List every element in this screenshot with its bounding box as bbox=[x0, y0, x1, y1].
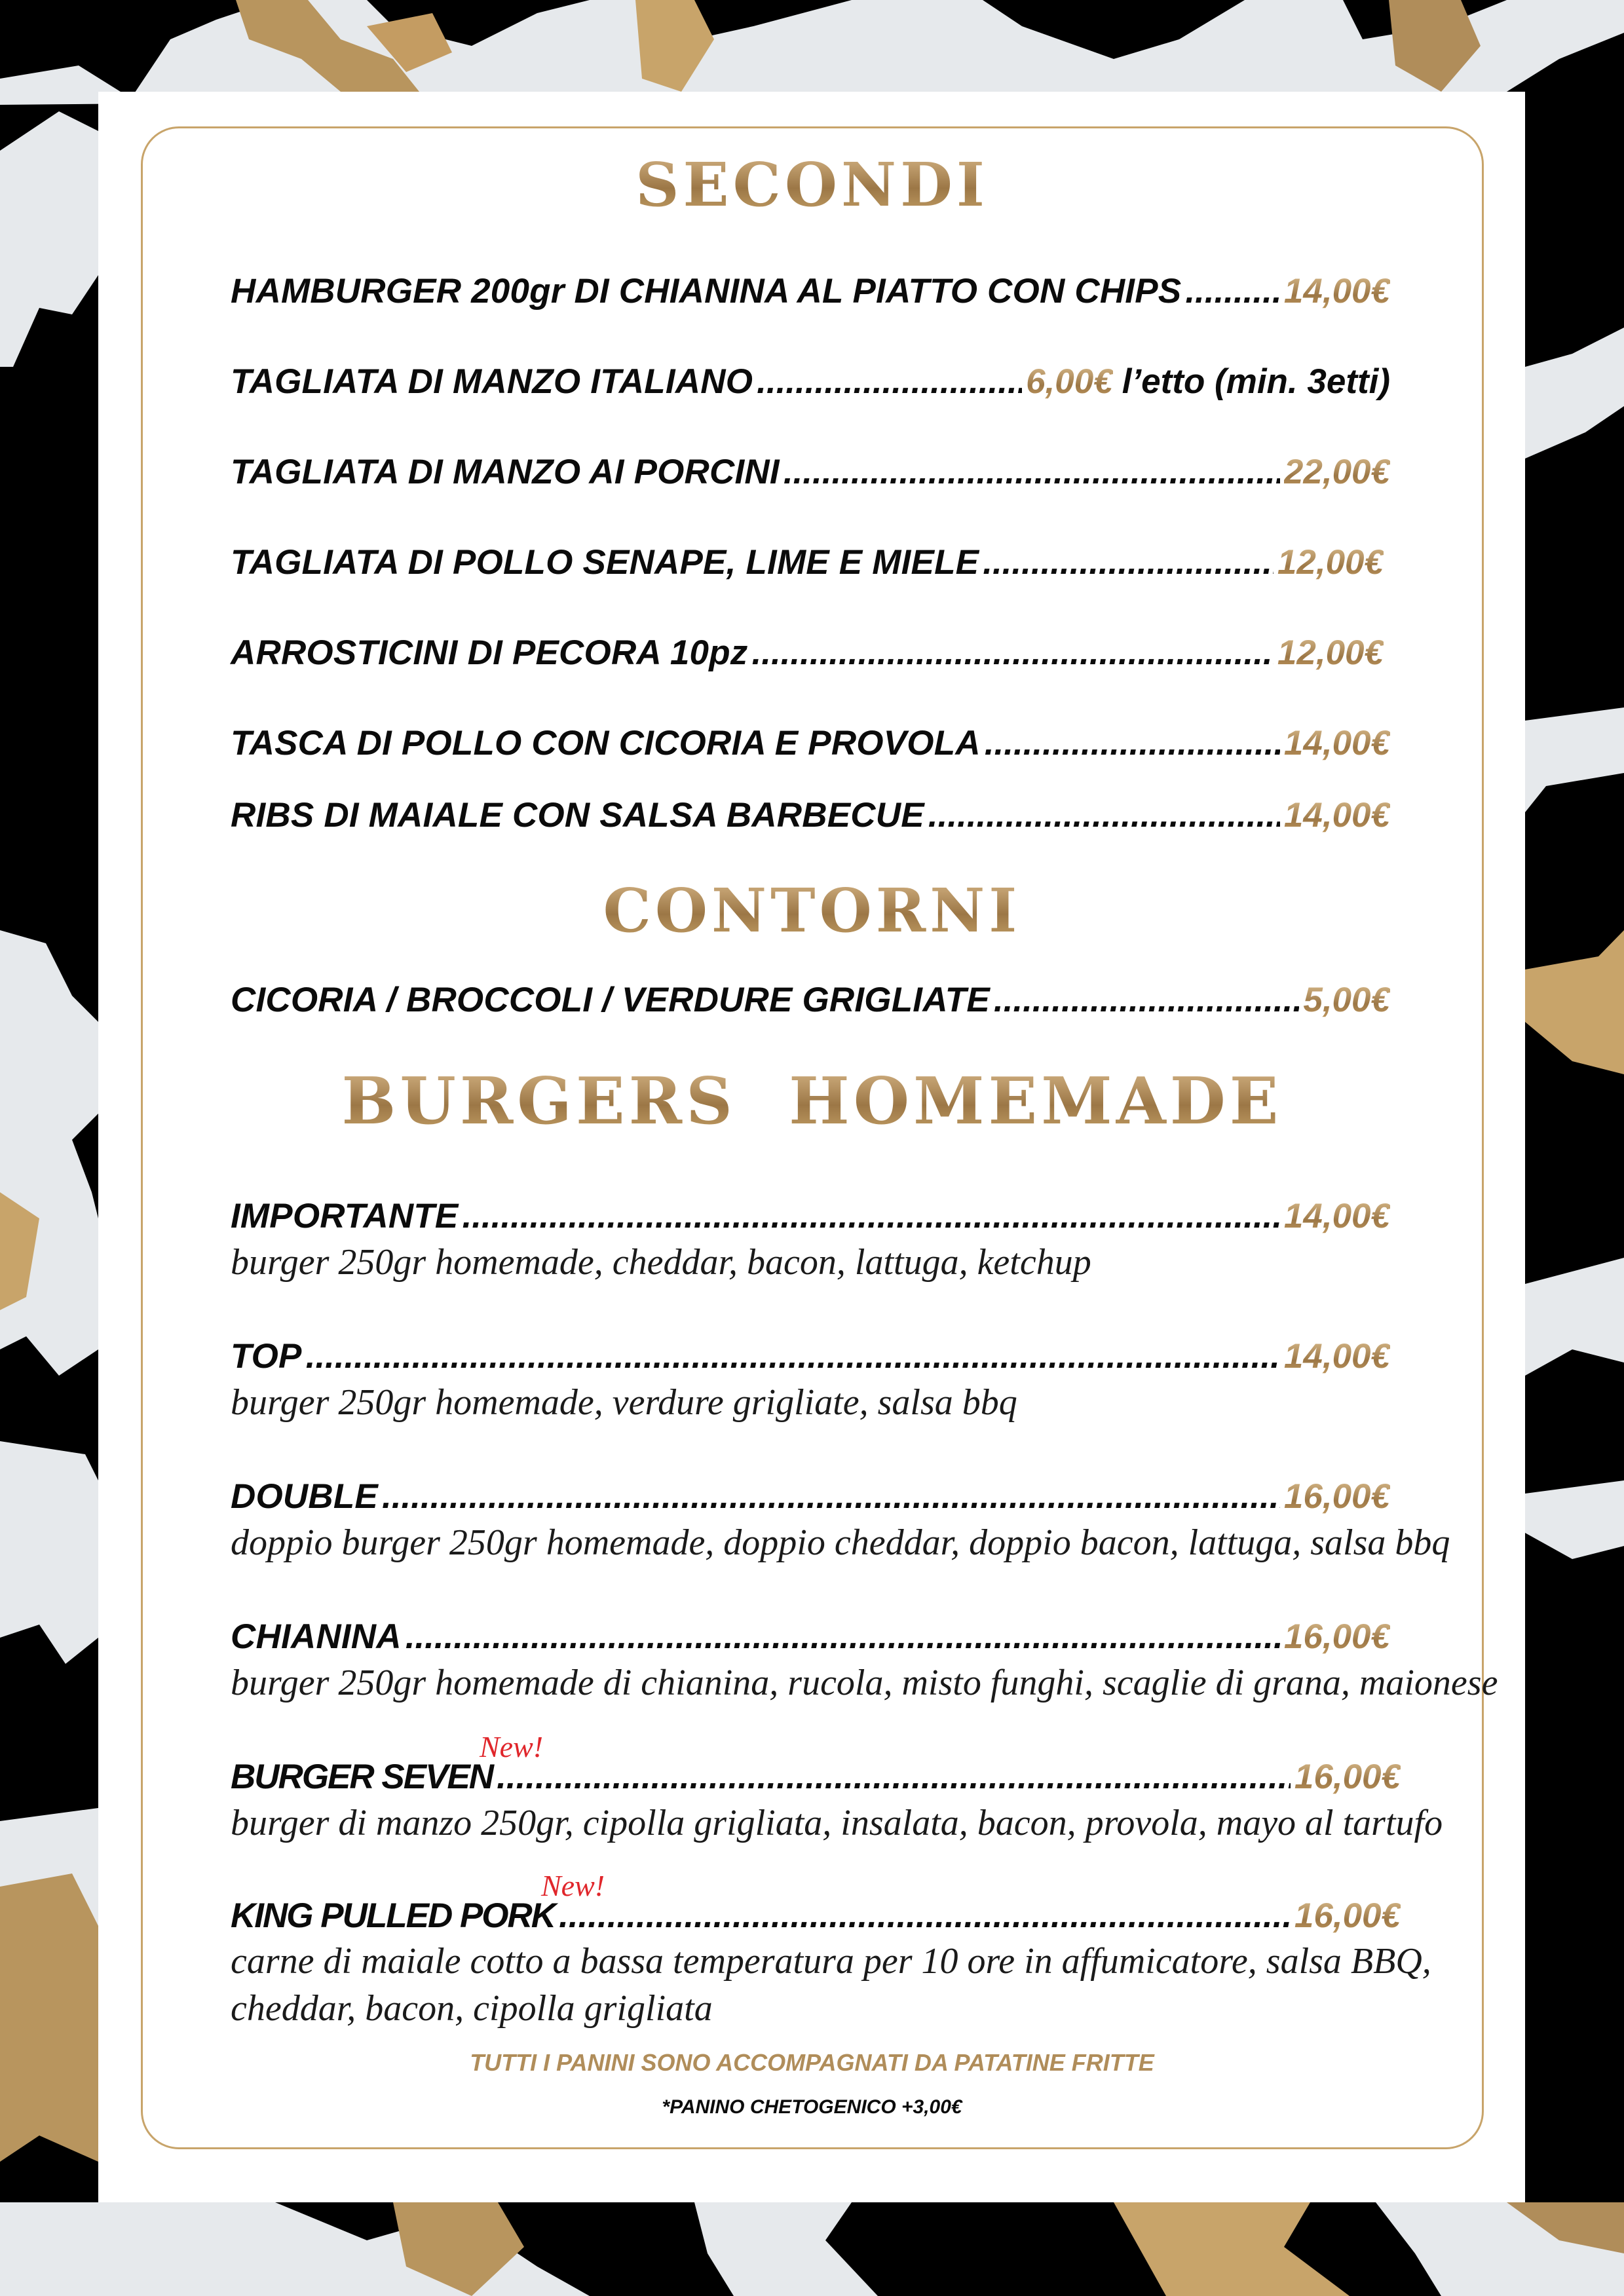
item-description: burger 250gr homemade di chianina, rucola, misto funghi, scaglie di grana, maionese bbox=[231, 1663, 1498, 1703]
fries-note: TUTTI I PANINI SONO ACCOMPAGNATI DA PATATINE FRITTE bbox=[470, 2049, 1154, 2076]
item-price: 14,00€ bbox=[1283, 1337, 1390, 1376]
leader-dots bbox=[757, 362, 1022, 402]
leader-dots bbox=[994, 980, 1299, 1020]
item-price: 16,00€ bbox=[1294, 1896, 1401, 1935]
item-name: ARROSTICINI DI PECORA 10pz bbox=[231, 633, 748, 672]
item-price: 14,00€ bbox=[1283, 1197, 1390, 1235]
item-description: burger 250gr homemade, verdure grigliate, salsa bbq bbox=[231, 1382, 1017, 1423]
menu-item-chianina bbox=[231, 1617, 1390, 1657]
menu-item-tagliata-porcini bbox=[231, 452, 1390, 492]
menu-item-double bbox=[231, 1477, 1390, 1516]
leader-dots bbox=[382, 1477, 1280, 1516]
item-price-unit: l’etto (min. 3etti) bbox=[1122, 362, 1390, 401]
item-name: TOP bbox=[231, 1337, 302, 1376]
item-price: 5,00€ bbox=[1303, 981, 1390, 1019]
menu-item-top bbox=[231, 1336, 1390, 1376]
item-price: 16,00€ bbox=[1283, 1477, 1390, 1516]
item-name: CHIANINA bbox=[231, 1617, 402, 1656]
leader-dots bbox=[497, 1757, 1291, 1797]
menu-item-ribs-maiale bbox=[231, 795, 1390, 835]
item-name: IMPORTANTE bbox=[231, 1197, 459, 1235]
item-name: RIBS DI MAIALE CON SALSA BARBECUE bbox=[231, 796, 924, 835]
menu-item-hamburger-chianina bbox=[231, 271, 1390, 311]
new-badge: New! bbox=[480, 1730, 544, 1763]
item-name: KING PULLED PORK bbox=[231, 1896, 556, 1935]
leader-dots bbox=[752, 633, 1274, 673]
item-name: TAGLIATA DI POLLO SENAPE, LIME E MIELE bbox=[231, 543, 979, 582]
item-price: 22,00€ bbox=[1283, 453, 1390, 491]
menu-item-arrosticini bbox=[231, 633, 1384, 673]
menu-item-king-pulled-pork bbox=[231, 1896, 1401, 1936]
leader-dots bbox=[406, 1617, 1280, 1657]
leader-dots bbox=[985, 723, 1280, 763]
section-title-contorni: CONTORNI bbox=[0, 875, 1624, 946]
leader-dots bbox=[462, 1196, 1279, 1236]
item-name: TAGLIATA DI MANZO ITALIANO bbox=[231, 362, 753, 401]
new-badge: New! bbox=[541, 1869, 605, 1902]
menu-item-tasca-pollo bbox=[231, 723, 1390, 763]
leader-dots bbox=[1185, 271, 1280, 311]
item-description: burger di manzo 250gr, cipolla grigliata, insalata, bacon, provola, mayo al tartufo bbox=[231, 1803, 1443, 1843]
section-title-secondi: SECONDI bbox=[0, 149, 1624, 220]
menu-item-burger-seven bbox=[231, 1757, 1401, 1797]
item-price: 14,00€ bbox=[1283, 724, 1390, 762]
item-price: 6,00€ bbox=[1026, 362, 1113, 401]
item-name: HAMBURGER 200gr DI CHIANINA AL PIATTO CON CHIPS bbox=[231, 272, 1182, 311]
item-price: 14,00€ bbox=[1283, 272, 1390, 311]
leader-dots bbox=[928, 795, 1280, 835]
leader-dots bbox=[983, 542, 1274, 582]
section-title-burgers: BURGERS HOMEMADE bbox=[0, 1064, 1624, 1139]
leader-dots bbox=[559, 1896, 1291, 1936]
item-price: 16,00€ bbox=[1283, 1617, 1390, 1656]
item-name: TASCA DI POLLO CON CICORIA E PROVOLA bbox=[231, 724, 981, 762]
item-name: DOUBLE bbox=[231, 1477, 378, 1516]
item-price: 12,00€ bbox=[1277, 633, 1384, 672]
item-name: CICORIA / BROCCOLI / VERDURE GRIGLIATE bbox=[231, 981, 990, 1019]
menu-item-contorni bbox=[231, 980, 1390, 1020]
item-description: carne di maiale cotto a bassa temperatura per 10 ore in affumicatore, salsa BBQ, bbox=[231, 1941, 1431, 1982]
item-price: 14,00€ bbox=[1283, 796, 1390, 835]
item-description: doppio burger 250gr homemade, doppio cheddar, doppio bacon, lattuga, salsa bbq bbox=[231, 1522, 1450, 1563]
item-price: 12,00€ bbox=[1277, 543, 1384, 582]
item-name: TAGLIATA DI MANZO AI PORCINI bbox=[231, 453, 780, 491]
menu-item-tagliata-manzo-italiano bbox=[231, 362, 1390, 402]
item-description: burger 250gr homemade, cheddar, bacon, lattuga, ketchup bbox=[231, 1242, 1091, 1283]
leader-dots bbox=[306, 1336, 1280, 1376]
leader-dots bbox=[784, 452, 1280, 492]
menu-item-tagliata-pollo bbox=[231, 542, 1384, 582]
keto-note: *PANINO CHETOGENICO +3,00€ bbox=[662, 2096, 962, 2118]
item-name: BURGER SEVEN bbox=[231, 1758, 493, 1796]
menu-item-importante bbox=[231, 1196, 1390, 1236]
item-price: 16,00€ bbox=[1294, 1758, 1401, 1796]
item-description-line-2: cheddar, bacon, cipolla grigliata bbox=[231, 1988, 713, 2029]
